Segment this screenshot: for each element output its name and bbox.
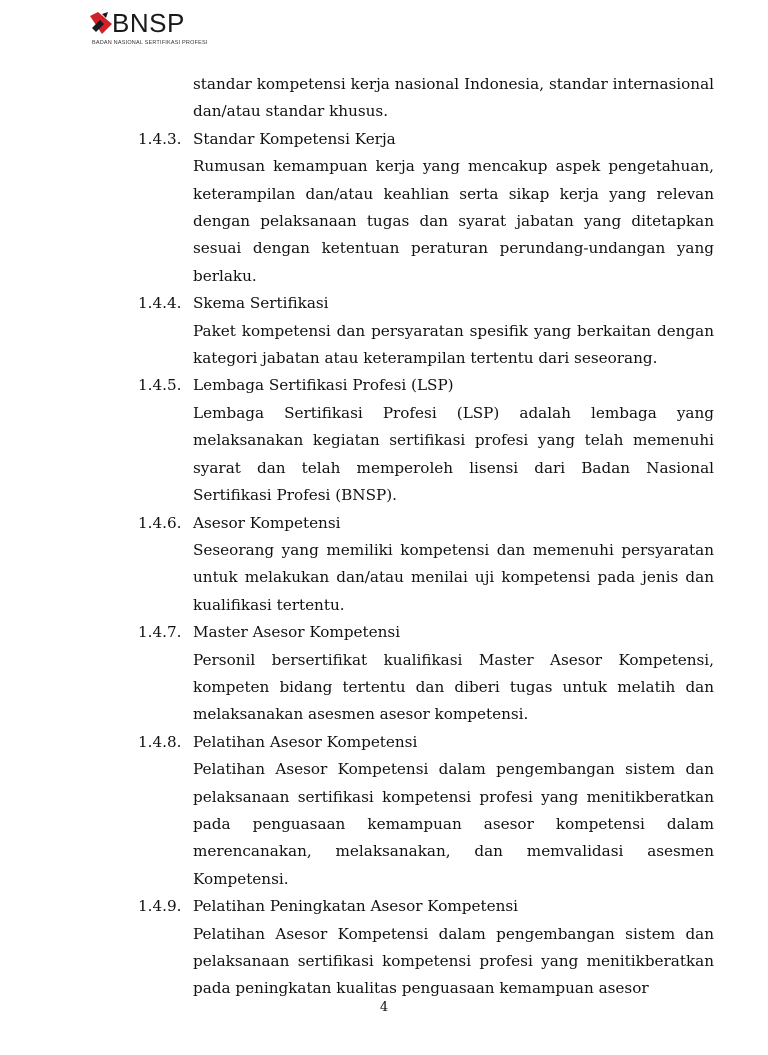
definition-number: 1.4.4.: [138, 294, 182, 313]
definition-text: Paket kompetensi dan persyaratan spesifik yang berkaitan dengan kategori jabatan atau keterampilan tertentu dari seseorang.: [193, 321, 714, 368]
definition-item: [138, 372, 714, 509]
definition-text: Pelatihan Asesor Kompetensi dalam pengembangan sistem dan pelaksanaan sertifikasi kompetensi profesi yang menitikberatkan pada peningkatan kualitas penguasaan kemampuan asesor: [193, 924, 714, 998]
definition-heading: [138, 126, 714, 153]
logo-text: BNSP: [112, 8, 185, 38]
definition-item: [138, 619, 714, 729]
definition-heading: [138, 510, 714, 537]
definition-heading: [138, 290, 714, 317]
definition-number: 1.4.5.: [138, 376, 182, 395]
bnsp-logo: [88, 8, 218, 50]
definition-text: Lembaga Sertifikasi Profesi (LSP) adalah lembaga yang melaksanakan kegiatan sertifikasi profesi yang telah memenuhi syarat dan telah memperoleh lisensi dari Badan Nasional Sertifikasi Profesi (BNSP).: [193, 403, 714, 505]
definition-heading: [138, 729, 714, 756]
definition-title: Pelatihan Peningkatan Asesor Kompetensi: [193, 897, 519, 916]
definition-heading: [138, 893, 714, 920]
definition-title: Pelatihan Asesor Kompetensi: [193, 732, 418, 751]
bnsp-emblem-icon: [88, 10, 114, 36]
definition-text: Pelatihan Asesor Kompetensi dalam pengembangan sistem dan pelaksanaan sertifikasi kompetensi profesi yang menitikberatkan pada penguasaan kemampuan asesor kompetensi dalam merencanakan, melaksanakan, dan memvalidasi asesmen Kompetensi.: [193, 760, 714, 888]
definition-title: Master Asesor Kompetensi: [193, 623, 401, 642]
definition-heading: [138, 619, 714, 646]
definition-item: [138, 893, 714, 1003]
definition-title: Skema Sertifikasi: [193, 294, 329, 313]
definition-text: Personil bersertifikat kualifikasi Master Asesor Kompetensi, kompeten bidang tertentu dan diberi tugas untuk melatih dan melaksanakan asesmen asesor kompetensi.: [193, 650, 714, 724]
page-number: 4: [379, 1000, 389, 1015]
logo-subtitle: BADAN NASIONAL SERTIFIKASI PROFESI: [92, 40, 208, 46]
definition-item: [138, 290, 714, 372]
definition-text: Rumusan kemampuan kerja yang mencakup aspek pengetahuan, keterampilan dan/atau keahlian serta sikap kerja yang relevan dengan pelaksanaan tugas dan syarat jabatan yang ditetapkan sesuai dengan ketentuan peraturan perundang-undangan yang berlaku.: [193, 157, 714, 285]
definition-title: Asesor Kompetensi: [193, 513, 341, 532]
definition-item: [138, 510, 714, 620]
document-body: [138, 71, 714, 1003]
definition-number: 1.4.8.: [138, 732, 182, 751]
intro-paragraph: standar kompetensi kerja nasional Indonesia, standar internasional dan/atau standar khusus.: [193, 75, 714, 121]
definition-number: 1.4.6.: [138, 513, 182, 532]
definition-item: [138, 126, 714, 290]
definition-item: [138, 729, 714, 893]
definition-number: 1.4.9.: [138, 897, 182, 916]
definition-heading: [138, 372, 714, 399]
definition-title: Standar Kompetensi Kerja: [193, 129, 396, 148]
definition-number: 1.4.3.: [138, 129, 182, 148]
definition-number: 1.4.7.: [138, 623, 182, 642]
definition-title: Lembaga Sertifikasi Profesi (LSP): [193, 376, 454, 395]
definition-text: Seseorang yang memiliki kompetensi dan memenuhi persyaratan untuk melakukan dan/atau menilai uji kompetensi pada jenis dan kualifikasi tertentu.: [193, 540, 714, 614]
